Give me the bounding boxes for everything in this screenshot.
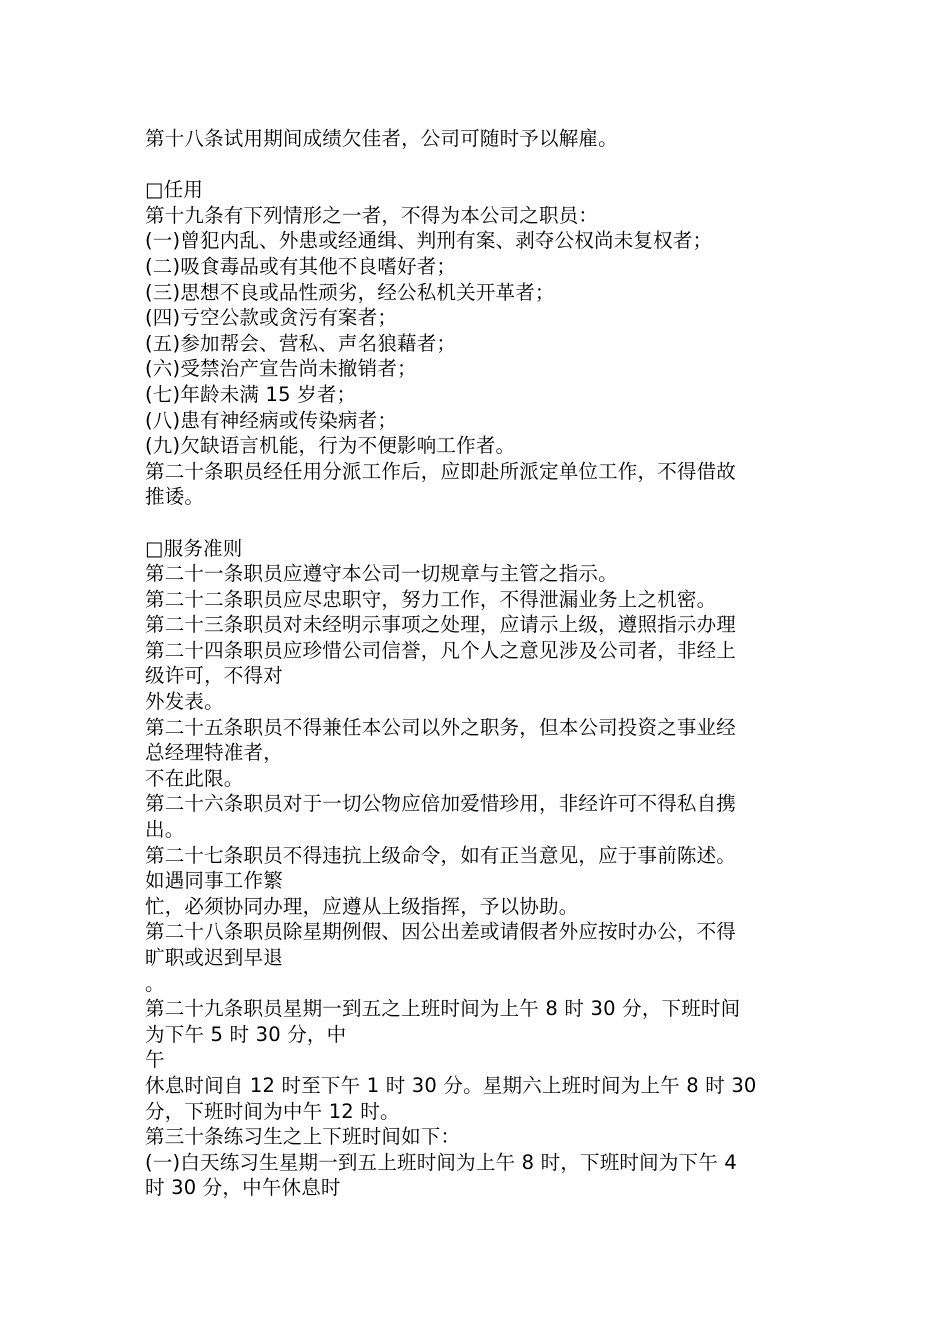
text-line: 总经理特准者， [145,741,283,765]
text-line: 。 [145,971,165,995]
blank-line [145,152,810,178]
text-line: 第二十二条职员应尽忠职守，努力工作，不得泄漏业务上之机密。 [145,587,717,611]
text-line: 外发表。 [145,690,224,714]
text-line: 忙，必须协同办理，应遵从上级指挥，予以协助。 [145,894,579,918]
list-item: (九)欠缺语言机能，行为不便影响工作者。 [145,434,516,458]
text-line: 时 30 分，中午休息时 [145,1176,341,1200]
list-item: (三)思想不良或品性顽劣，经公私机关开革者； [145,280,555,304]
text-line: 第十九条有下列情形之一者，不得为本公司之职员： [145,203,599,227]
section-heading: □任用 [145,178,204,202]
text-line: 分，下班时间为中午 12 时。 [145,1099,400,1123]
list-item: (六)受禁治产宣告尚未撤销者； [145,357,417,381]
list-item: (七)年龄未满 15 岁者； [145,382,357,406]
text-line: 为下午 5 时 30 分，中 [145,1022,347,1046]
text-line: 第二十九条职员星期一到五之上班时间为上午 8 时 30 分，下班时间 [145,997,741,1021]
text-line: 推诿。 [145,485,205,509]
text-line: 第二十一条职员应遵守本公司一切规章与主管之指示。 [145,562,618,586]
text-line: 如遇同事工作繁 [145,869,283,893]
list-item: (四)亏空公款或贪污有案者； [145,306,398,330]
list-item: (二)吸食毒品或有其他不良嗜好者； [145,254,457,278]
list-item: (五)参加帮会、营私、声名狼藉者； [145,331,457,355]
text-line: 第二十五条职员不得兼任本公司以外之职务，但本公司投资之事业经 [145,715,737,739]
text-line: 第三十条练习生之上下班时间如下： [145,1125,461,1149]
text-line: 第二十三条职员对未经明示事项之处理，应请示上级，遵照指示办理 [145,613,737,637]
text-line: 休息时间自 12 时至下午 1 时 30 分。星期六上班时间为上午 8 时 30 [145,1073,757,1097]
text-line: 第二十八条职员除星期例假、因公出差或请假者外应按时办公，不得 [145,920,737,944]
text-line: 第二十条职员经任用分派工作后，应即赴所派定单位工作，不得借故 [145,459,737,483]
text-line: 第二十四条职员应珍惜公司信誉，凡个人之意见涉及公司者，非经上 [145,638,737,662]
text-line: 第二十六条职员对于一切公物应倍加爱惜珍用，非经许可不得私自携 [145,792,737,816]
list-item: (一)曾犯内乱、外患或经通缉、判刑有案、剥夺公权尚未复权者； [145,229,713,253]
text-line: 旷职或迟到早退 [145,946,283,969]
blank-line [145,510,810,536]
list-item: (一)白天练习生星期一到五上班时间为上午 8 时，下班时间为下午 4 [145,1150,737,1174]
text-line: 午 [145,1048,165,1072]
list-item: (八)患有神经病或传染病者； [145,408,398,432]
text-line: 第二十七条职员不得违抗上级命令，如有正当意见，应于事前陈述。 [145,843,737,867]
text-line: 不在此限。 [145,766,244,790]
document-body [145,126,810,1201]
section-heading: □服务准则 [145,536,243,560]
text-line: 第十八条试用期间成绩欠佳者，公司可随时予以解雇。 [145,127,618,150]
text-line: 出。 [145,818,185,842]
text-line: 级许可，不得对 [145,664,283,688]
